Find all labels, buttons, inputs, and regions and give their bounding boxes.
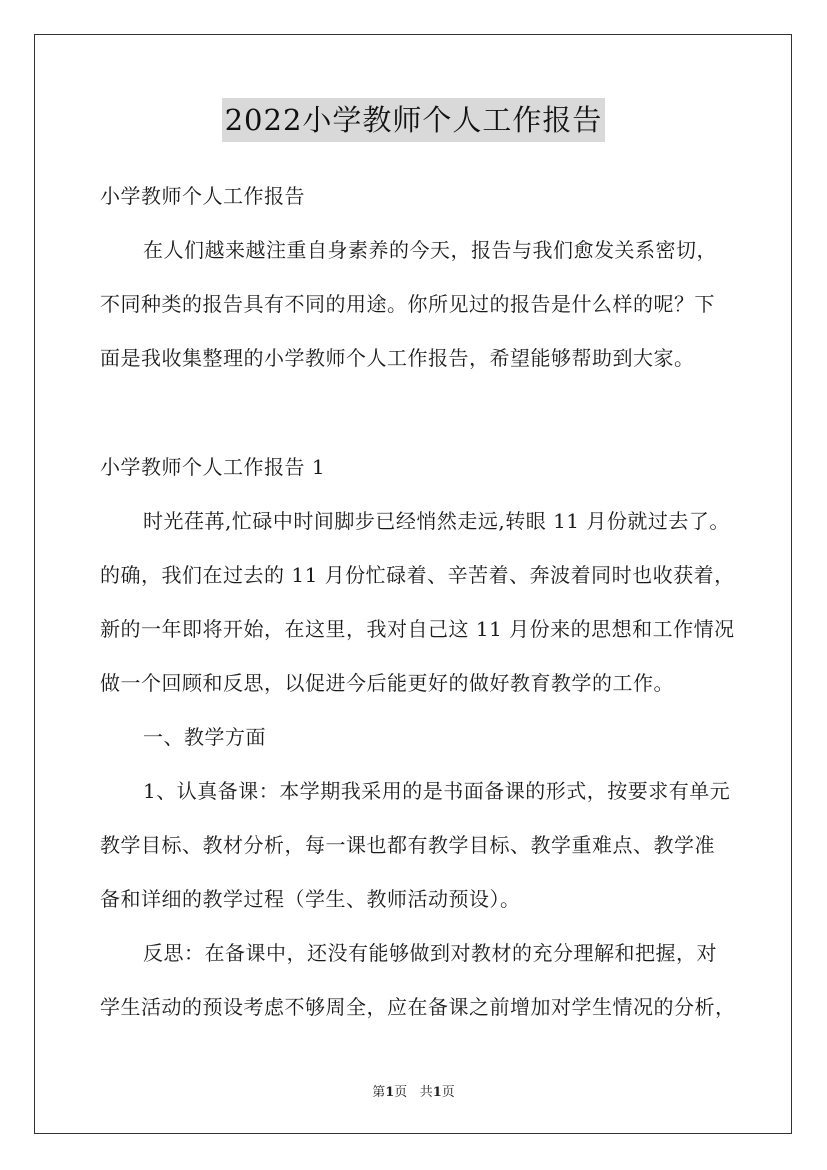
- paragraph-line: 1、认真备课：本学期我采用的是书面备课的形式，按要求有单元: [143, 779, 731, 803]
- paragraph-line: 学生活动的预设考虑不够周全，应在备课之前增加对学生情况的分析，: [100, 995, 736, 1019]
- footer-total-prefix: 共: [419, 1085, 433, 1100]
- footer-total-suffix: 页: [441, 1085, 455, 1100]
- section-heading: 小学教师个人工作报告 1: [100, 455, 326, 479]
- document-title: 2022小学教师个人工作报告: [222, 98, 606, 142]
- paragraph-line: 做一个回顾和反思，以促进今后能更好的做好教育教学的工作。: [100, 671, 674, 695]
- footer-total-number: 1: [432, 1085, 442, 1100]
- page-footer: [0, 1084, 827, 1102]
- section-heading: 小学教师个人工作报告: [100, 184, 305, 208]
- paragraph-line: 在人们越来越注重自身素养的今天，报告与我们愈发关系密切，: [143, 238, 717, 262]
- paragraph-line: 反思：在备课中，还没有能够做到对教材的充分理解和把握，对: [143, 941, 717, 965]
- paragraph-line: 面是我收集整理的小学教师个人工作报告，希望能够帮助到大家。: [100, 346, 695, 370]
- paragraph-line: 备和详细的教学过程（学生、教师活动预设）。: [100, 887, 521, 911]
- paragraph-line: 新的一年即将开始，在这里，我对自己这 11 月份来的思想和工作情况: [100, 617, 735, 641]
- paragraph-line: 的确，我们在过去的 11 月份忙碌着、辛苦着、奔波着同时也收获着，: [100, 563, 735, 587]
- footer-page-prefix: 第: [372, 1085, 386, 1100]
- paragraph-line: 时光荏苒,忙碌中时间脚步已经悄然走远,转眼 11 月份就过去了。: [143, 509, 730, 533]
- title-container: [0, 98, 827, 142]
- subsection-heading: 一、教学方面: [143, 725, 266, 749]
- paragraph-line: 教学目标、教材分析，每一课也都有教学目标、教学重难点、教学准: [100, 833, 715, 857]
- footer-page-number: 1: [385, 1085, 395, 1100]
- footer-page-suffix: 页: [394, 1085, 408, 1100]
- paragraph-line: 不同种类的报告具有不同的用途。你所见过的报告是什么样的呢？下: [100, 292, 715, 316]
